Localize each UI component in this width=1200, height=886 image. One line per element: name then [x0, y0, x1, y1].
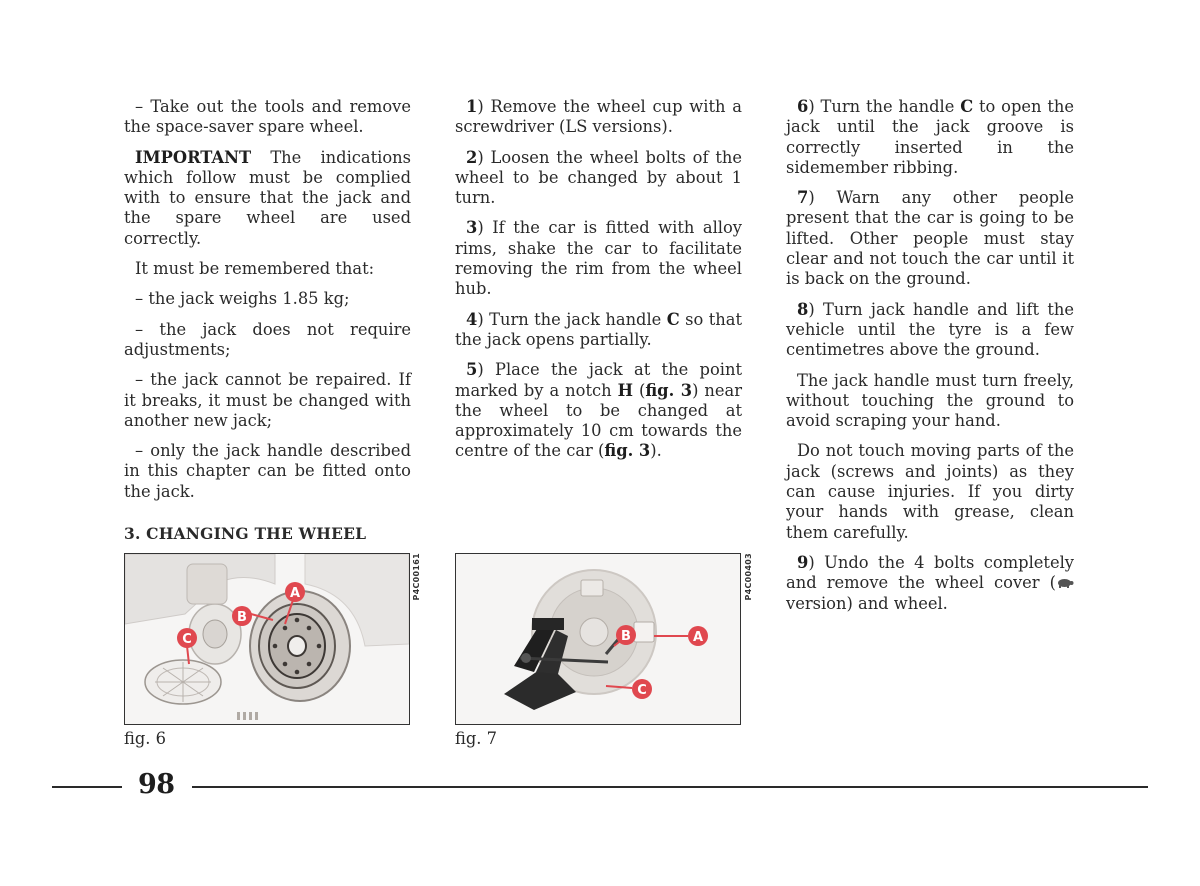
figure-7-image [455, 553, 741, 725]
fig-reference: fig. 3 [604, 441, 651, 461]
column-middle [455, 97, 742, 472]
step-text: ) Remove the wheel cup with a screwdriver (LS versions). [455, 97, 742, 137]
fig-reference: fig. 3 [645, 380, 693, 400]
jack-tools-illustration [456, 554, 740, 724]
ref-letter: C [960, 97, 974, 116]
step-number: 6 [797, 97, 809, 116]
step-text: ) Loosen the wheel bolts of the wheel to be changed by about 1 turn. [455, 147, 742, 208]
step-text: ) Turn jack handle and lift the vehicle until the tyre is a few centimetres above the ground. [786, 299, 1074, 360]
paragraph-important [124, 148, 411, 249]
footer-rule-left [52, 786, 122, 788]
paragraph: – the jack cannot be repaired. If it breaks, it must be changed with another new jack; [124, 370, 411, 430]
step-number: 9 [797, 552, 809, 572]
step-8 [786, 300, 1074, 361]
callout-label: A [289, 586, 301, 601]
column-right [786, 97, 1074, 624]
step-text: ) Turn the jack handle [477, 309, 667, 329]
paragraph: The jack handle must turn freely, without touching the ground to avoid scraping your hand. [786, 370, 1074, 431]
callout-label: B [621, 629, 631, 644]
callout-label: C [182, 632, 192, 647]
step-number: 3 [466, 218, 478, 238]
step-number: 8 [797, 299, 809, 319]
figure-caption: fig. 7 [455, 729, 497, 748]
ref-letter: H [617, 380, 633, 400]
step-text: ( [632, 380, 646, 400]
step-number: 7 [797, 188, 809, 208]
step-text: ) Turn the handle [808, 97, 961, 116]
step-7 [786, 188, 1074, 289]
page-number: 98 [138, 769, 175, 800]
step-text: ) near the wheel to be changed at approximately 10 cm towards the centre of the car ( [455, 380, 743, 461]
step-6 [786, 97, 1074, 178]
step-4 [455, 310, 742, 351]
step-3 [455, 218, 742, 299]
paragraph: – the jack weighs 1.85 kg; [135, 289, 350, 309]
step-number: 1 [466, 97, 478, 116]
step-text: ) Undo the 4 bolts completely and remove the wheel cover ( [786, 552, 1074, 593]
figure-code: P4C00161 [412, 553, 421, 601]
step-number: 5 [466, 360, 478, 380]
step-9 [786, 553, 1074, 614]
callout-label: B [237, 610, 247, 625]
paragraph: – only the jack handle described in this chapter can be fitted onto the jack. [124, 441, 411, 501]
step-number: 4 [466, 309, 478, 329]
paragraph: Do not touch moving parts of the jack (screws and joints) as they can cause injuries. If you dirty your hands with grease, clean them carefully. [786, 441, 1074, 542]
column-left [124, 97, 411, 554]
figure-caption: fig. 6 [124, 729, 166, 748]
step-5 [455, 360, 742, 461]
step-number: 2 [466, 147, 478, 167]
footer-rule-right [192, 786, 1148, 788]
step-text: so that the jack opens partially. [455, 309, 742, 349]
section-heading: 3. CHANGING THE WHEEL [124, 524, 367, 544]
turtle-icon [1056, 577, 1074, 588]
step-2 [455, 148, 742, 209]
paragraph: It must be remembered that: [135, 259, 375, 279]
important-label: IMPORTANT [135, 147, 252, 167]
spare-wheel-illustration [125, 554, 409, 724]
step-text: ) Warn any other people present that the car is going to be lifted. Other people must stay clear and not touch the car until it is back on the ground. [786, 188, 1074, 289]
callout-label: A [692, 630, 704, 645]
step-text: ) If the car is fitted with alloy rims, shake the car to facilitate removing the rim from the wheel hub. [455, 218, 742, 299]
step-1 [455, 97, 742, 138]
step-text: to open the jack until the jack groove is correctly inserted in the sidemember ribbing. [786, 97, 1074, 177]
figure-6-image [124, 553, 410, 725]
paragraph: – the jack does not require adjustments; [124, 319, 411, 359]
figure-code: P4C00403 [744, 553, 753, 601]
important-text: The indications which follow must be complied with to ensure that the jack and the spare wheel are used correctly. [124, 147, 411, 248]
ref-letter: C [666, 309, 680, 329]
step-text: ). [650, 441, 662, 461]
paragraph: – Take out the tools and remove the space-saver spare wheel. [124, 97, 411, 137]
step-text: version) and wheel. [786, 593, 948, 613]
callout-label: C [637, 683, 647, 698]
step-text: ) Place the jack at the point marked by a notch [455, 360, 742, 400]
